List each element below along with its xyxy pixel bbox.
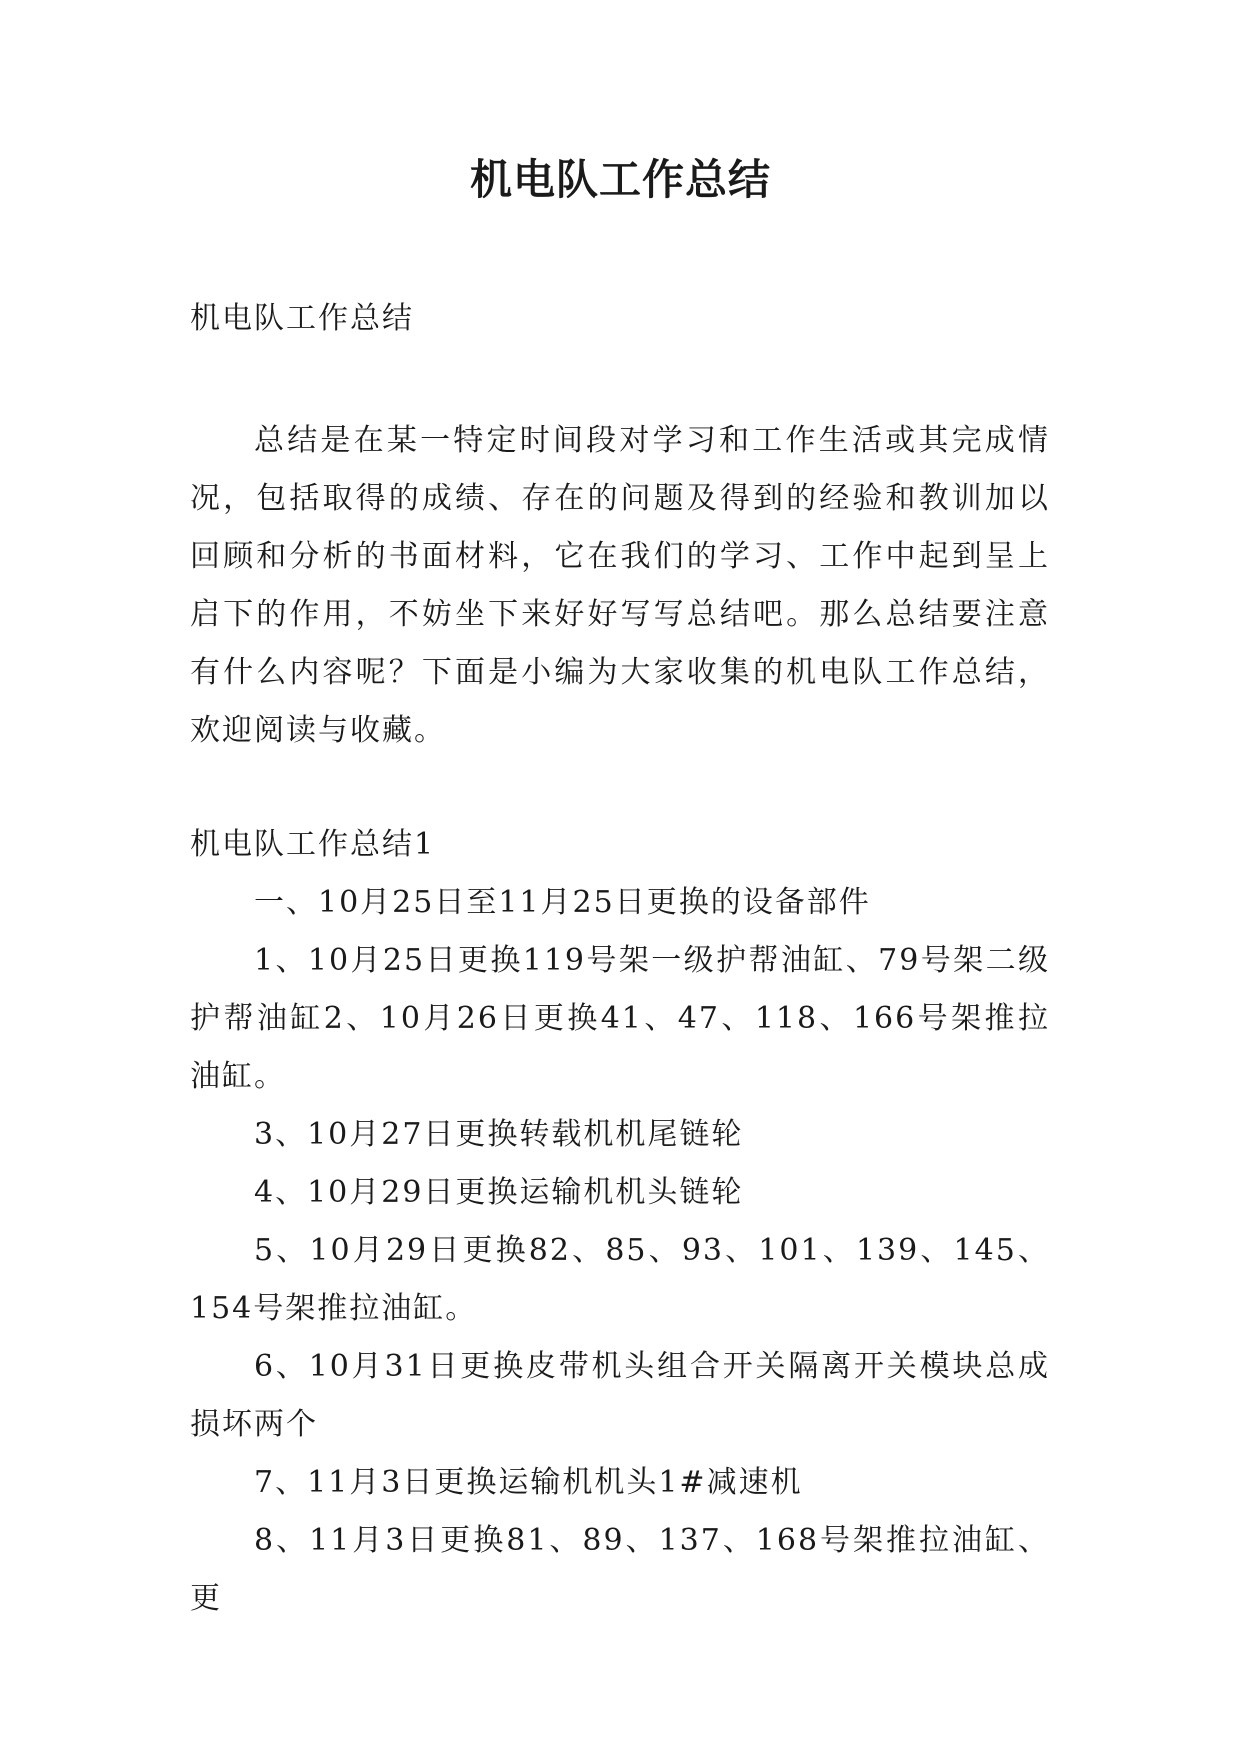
list-item: 1、10月25日更换119号架一级护帮油缸、79号架二级护帮油缸2、10月26日更换41、47、118、166号架推拉油缸。 — [190, 943, 1050, 1094]
list-item: 一、10月25日至11月25日更换的设备部件 — [254, 885, 871, 920]
list-item: 4、10月29日更换运输机机头链轮 — [254, 1175, 744, 1210]
document-title: 机电队工作总结 — [469, 155, 771, 204]
spacer — [190, 348, 1050, 412]
spacer — [190, 760, 1050, 816]
list-item: 7、11月3日更换运输机机头1#减速机 — [254, 1465, 803, 1500]
section-heading: 机电队工作总结1 — [190, 827, 436, 862]
list-item: 8、11月3日更换81、89、137、168号架推拉油缸、更 — [190, 1523, 1050, 1616]
intro-paragraph: 总结是在某一特定时间段对学习和工作生活或其完成情况，包括取得的成绩、存在的问题及得到的经验和教训加以回顾和分析的书面材料，它在我们的学习、工作中起到呈上启下的作用，不妨坐下来好好写写总结吧。那么总结要注意有什么内容呢？下面是小编为大家收集的机电队工作总结，欢迎阅读与收藏。 — [190, 423, 1050, 748]
list-item: 3、10月27日更换转载机机尾链轮 — [254, 1117, 744, 1152]
list-item: 6、10月31日更换皮带机头组合开关隔离开关模块总成损坏两个 — [190, 1349, 1050, 1442]
document-subtitle: 机电队工作总结 — [190, 301, 414, 336]
document-body — [190, 290, 1050, 1628]
list-item: 5、10月29日更换82、85、93、101、139、145、154号架推拉油缸。 — [190, 1233, 1050, 1326]
